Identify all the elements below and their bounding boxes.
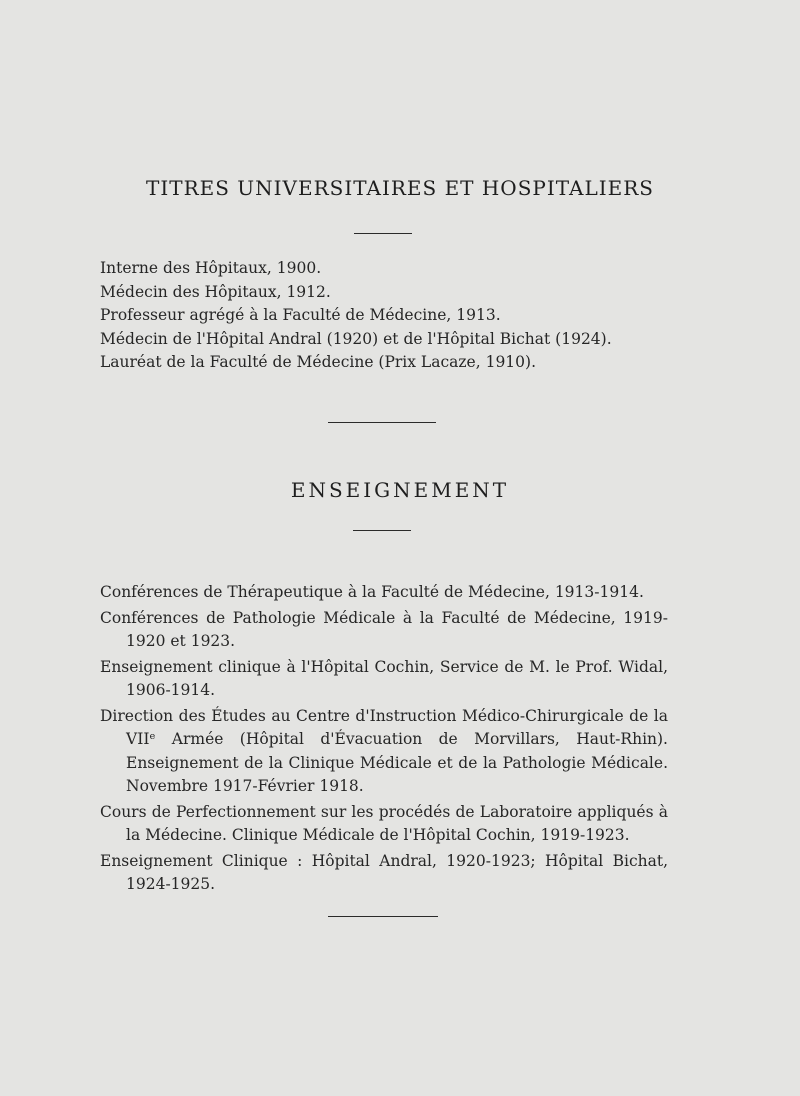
heading-titres: TITRES UNIVERSITAIRES ET HOSPITALIERS <box>146 176 654 200</box>
enseignement-item: Conférences de Pathologie Médicale à la Faculté de Médecine, 1919-1920 et 1923. <box>100 608 668 650</box>
enseignement-list <box>100 581 668 899</box>
enseignement-item: Direction des Études au Centre d'Instruction Médico-Chirurgicale de la VIIᵉ Armée (Hôpital d'Évacuation de Morvillars, Haut-Rhin). Enseignement de la Clinique Médicale et de la Pathologie Médicale. Novembre 1917-Février 1918. <box>100 706 668 795</box>
titres-item: Médecin de l'Hôpital Andral (1920) et de l'Hôpital Bichat (1924). <box>100 329 612 348</box>
heading-enseignement: ENSEIGNEMENT <box>290 478 510 502</box>
enseignement-item: Conférences de Thérapeutique à la Faculté de Médecine, 1913-1914. <box>100 583 644 601</box>
end-divider <box>328 916 438 917</box>
divider-enseignement <box>353 530 411 531</box>
titres-item: Professeur agrégé à la Faculté de Médecine, 1913. <box>100 306 501 324</box>
divider-titres <box>354 233 412 234</box>
enseignement-item: Enseignement Clinique : Hôpital Andral, 1920-1923; Hôpital Bichat, 1924-1925. <box>100 851 668 893</box>
section-divider <box>328 422 436 423</box>
titres-list <box>100 257 680 375</box>
titres-item: Lauréat de la Faculté de Médecine (Prix Lacaze, 1910). <box>100 353 536 371</box>
titres-item: Médecin des Hôpitaux, 1912. <box>100 282 331 301</box>
enseignement-item: Cours de Perfectionnement sur les procédés de Laboratoire appliqués à la Médecine. Clinique Médicale de l'Hôpital Cochin, 1919-1923. <box>100 802 668 844</box>
titres-item: Interne des Hôpitaux, 1900. <box>100 259 322 277</box>
enseignement-item: Enseignement clinique à l'Hôpital Cochin, Service de M. le Prof. Widal, 1906-1914. <box>100 657 668 699</box>
